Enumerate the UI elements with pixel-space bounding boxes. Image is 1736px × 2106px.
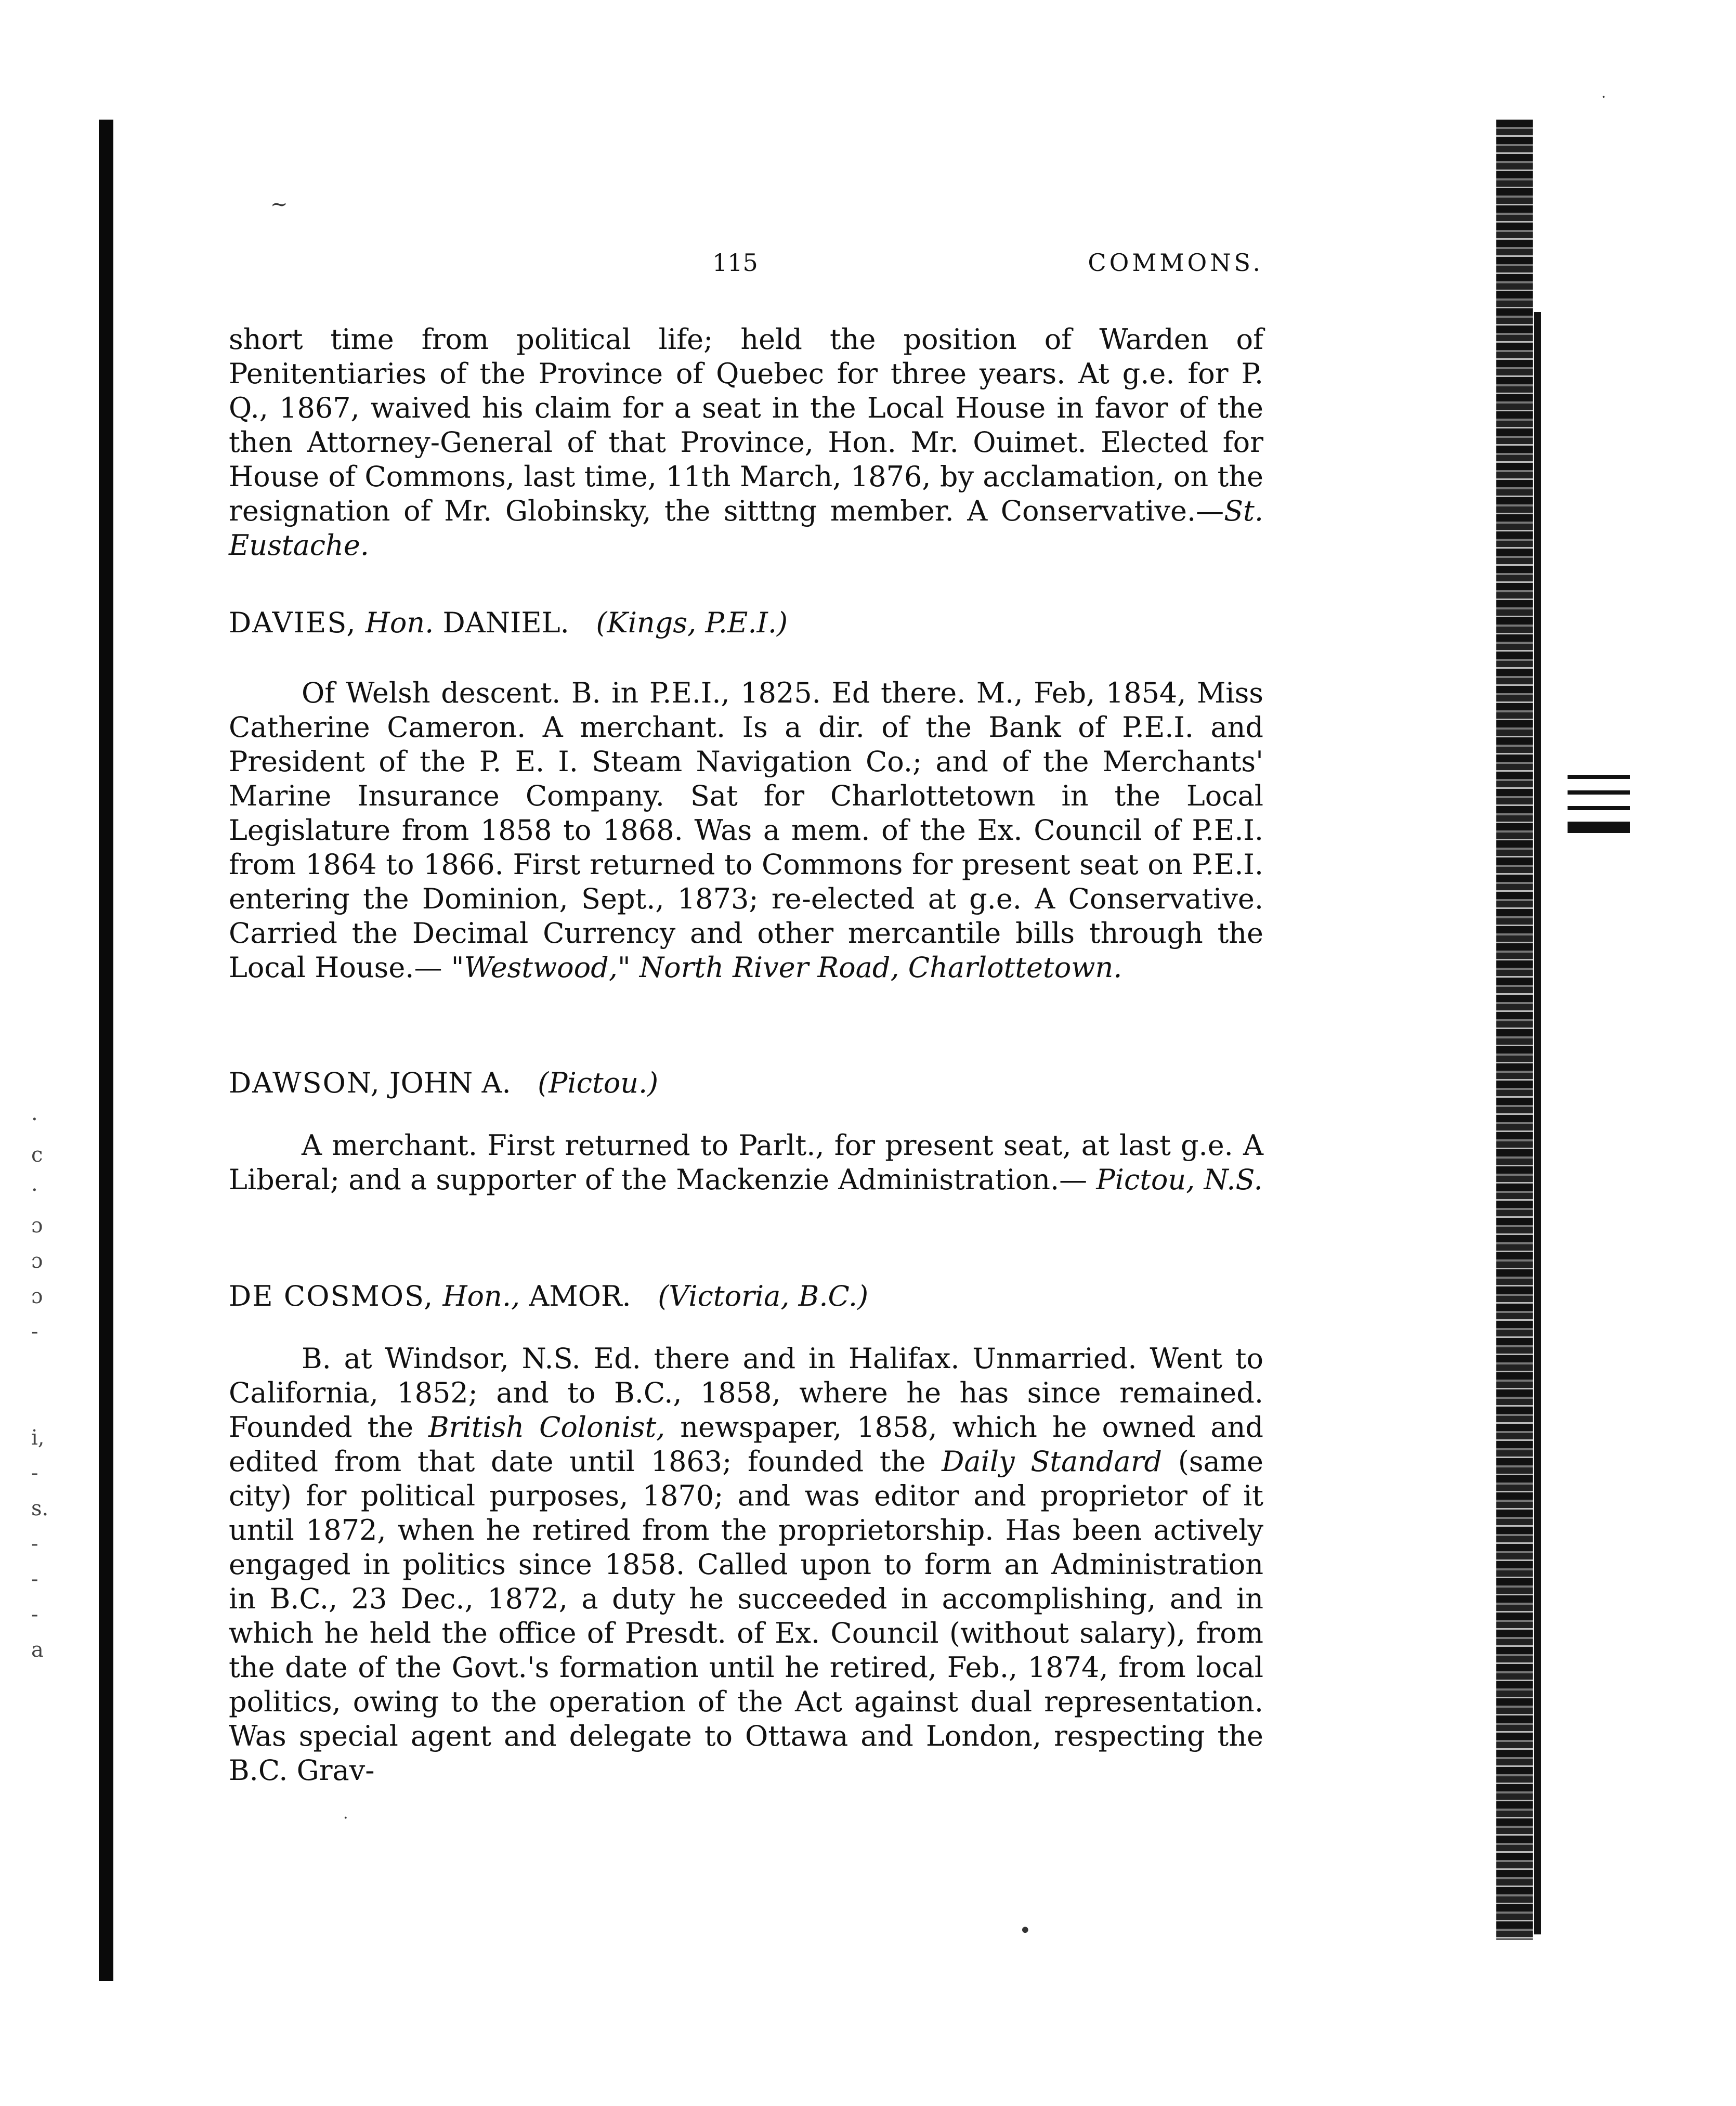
entry-title: Hon. [365,606,434,639]
page-number: 115 [712,249,758,277]
entry-surname: DAVIES, [229,606,357,639]
entry-heading-davies [229,606,1263,640]
entry-text: Of Welsh descent. B. in P.E.I., 1825. Ed there. M., Feb, 1854, Miss Catherine Cameron. A merchant. Is a dir. of the Bank of P.E.I. and President of the P. E. I. Steam Navigation Co.; and of the Merchants' Marine Insurance Company. Sat for Charlottetown in the Local Legislature from 1858 to 1868. Was a mem. of the Ex. Council of P.E.I. from 1864 to 1866. First returned to Commons for present seat on P.E.I. entering the Dominion, Sept., 1873; re-elected at g.e. A Conservative. Carried the Decimal Currency and other mercantile bills through the Local House.— [229,677,1263,984]
scan-edge-right-inner [1534,312,1541,1934]
entry-address: "Westwood," North River Road, Charlottetown. [451,951,1122,984]
entry-surname: DE COSMOS, [229,1280,434,1312]
scan-registration-marks [1568,775,1630,844]
scan-edge-left [99,120,113,1981]
entry-body-davies [229,676,1263,985]
entry-constituency: (Victoria, B.C.) [658,1280,869,1312]
entry-text: A merchant. First returned to Parlt., for present seat, at last g.e. A Liberal; and a supporter of the Mackenzie Administration.— [229,1129,1263,1196]
entry-text: newspaper, 1858, which he owned and edited from that date until 1863; founded the [229,1411,1263,1478]
entry-address: Pictou, N.S. [1096,1163,1263,1196]
entry-surname: DAWSON, [229,1067,381,1099]
entry-given-name: AMOR. [529,1280,631,1312]
entry-constituency: (Kings, P.E.I.) [596,606,788,639]
newspaper-title: British Colonist, [428,1411,665,1444]
scan-edge-right [1496,120,1533,1940]
stray-mark: • [1019,1919,1032,1943]
entry-given-name: DANIEL. [442,606,569,639]
entry-continuation [229,322,1263,563]
entry-constituency: (Pictou.) [538,1067,659,1099]
entry-text: B. at Windsor, N.S. Ed. there and in Halifax. Unmarried. Went to California, 1852; and to B.C., 1858, where he has since remained. Founded the [229,1342,1263,1444]
running-head [229,249,1263,280]
entry-heading-dawson [229,1066,1263,1100]
entry-body-de-cosmos [229,1342,1263,1788]
entry-heading-de-cosmos [229,1279,1263,1314]
newspaper-title: Daily Standard [942,1445,1163,1478]
entry-text: (same city) for political purposes, 1870; and was editor and proprietor of it until 1872, when he retired from the proprietorship. Has been actively engaged in politics since 1858. Called upon to form an Administration in B.C., 23 Dec., 1872, a duty he succeeded in accomplishing, and in which he held the office of Presdt. of Ex. Council (without salary), from the date of the Govt.'s formation until he retired, Feb., 1874, from local politics, owing to the operation of the Act against dual representation. Was special agent and delegate to Ottawa and London, respecting the B.C. Grav- [229,1445,1263,1787]
stray-mark: · [1601,88,1606,106]
entry-text: short time from political life; held the position of Warden of Penitentiaries of the Province of Quebec for three years. At g.e. for P. Q., 1867, waived his claim for a seat in the Local House in favor of the then Attorney-General of that Province, Hon. Mr. Ouimet. Elected for House of Commons, last time, 11th March, 1876, by acclamation, on the resignation of Mr. Globinsky, the sitttng member. A Conservative.— [229,323,1263,527]
entry-title: Hon., [442,1280,520,1312]
entry-body-dawson [229,1128,1263,1197]
entry-given-name: JOHN A. [389,1067,511,1099]
stray-mark: ~ [270,192,288,216]
left-margin-fragments: · c · ɔ ɔ ɔ - i, - s. - - - a [31,1108,49,1662]
entry-address: St. Eustache. [229,495,1263,562]
stray-mark: . [343,1804,348,1823]
section-title: COMMONS. [1088,249,1263,277]
